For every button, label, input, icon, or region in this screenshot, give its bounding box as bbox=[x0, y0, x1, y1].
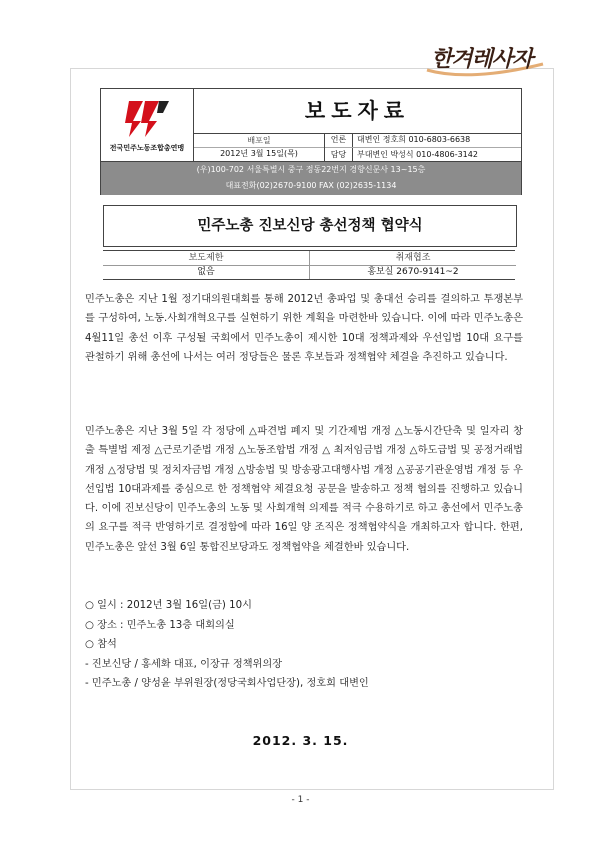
body-paragraph-2: 민주노총은 지난 3월 5일 각 정당에 △파견법 폐지 및 기간제법 개정 △노동시간단축 및 일자리 창출 특별법 제정 △근로기준법 개정 △노동조합법 개정 △ 최저임금법 개정 △하도급법 및 공정거래법 개정 △정당법 및 정치자금법 개정 △방송법 및 방송광고대행사법 개정 △공공기관운영법 개정 등 우선입법 10대과제를 중심으로 한 정책협약 체결요청 공문을 발송하고 정책 협의를 진행하고 있습니다. 이에 진보신당이 민주노총의 노동 및 사회개혁 의제를 적극 수용하기로 하고 총선에서 민주노총의 요구를 적극 반영하기로 결정함에 따라 16일 양 조직은 정책협약식을 개최하고자 합니다. 한편, 민주노총은 앞선 3월 6일 통합진보당과도 정책협약을 체결한바 있습니다. bbox=[85, 426, 523, 553]
coverage-value: 홍보실 2670-9141~2 bbox=[309, 265, 516, 279]
org-name: 전국민주노동조합총연맹 bbox=[109, 144, 185, 152]
org-logo-cell bbox=[101, 89, 194, 162]
contact-values bbox=[352, 133, 521, 161]
press-release-title: 보도자료 bbox=[194, 89, 521, 134]
event-details bbox=[85, 596, 525, 694]
detail-attendee-kctu: - 민주노총 / 양성윤 부위원장(정당국회사업단장), 정호희 대변인 bbox=[85, 678, 369, 689]
brush-logo bbox=[425, 40, 545, 80]
embargo-value: 없음 bbox=[197, 267, 215, 277]
address-line: (우)100-702 서울특별시 중구 정동22번지 경향신문사 13~15층 bbox=[196, 165, 426, 174]
brush-logo-text: 한겨레사자 bbox=[431, 46, 533, 72]
address-bar bbox=[101, 161, 521, 195]
detail-datetime: ○ 일시 : 2012년 3월 16일(금) 10시 bbox=[85, 600, 252, 611]
contact-label-charge: 담당 bbox=[330, 150, 347, 159]
phone-line: 대표전화(02)2670-9100 FAX (02)2635-1134 bbox=[225, 181, 397, 190]
signature-date: 2012. 3. 15. bbox=[252, 733, 349, 748]
press-release-header bbox=[100, 88, 522, 195]
body-paragraph-1: 민주노총은 지난 1월 정기대의원대회를 통해 2012년 총파업 및 총대선 승리를 결의하고 투쟁본부를 구성하여, 노동.사회개혁요구를 실현하기 위한 계획을 마련한바 있습니다. 이에 따라 민주노총은 4월11일 총선 이후 구성될 국회에서 민주노총이 제시한 10대 정책과제와 우선입법 10대 요구를 관철하기 위해 총선에 나서는 여러 정당들은 물론 후보들과 정책협약 체결을 추진하고 있습니다. bbox=[85, 294, 523, 363]
page-number: - 1 - bbox=[291, 795, 310, 805]
embargo-header: 보도제한 bbox=[103, 251, 309, 266]
contact-deputy-spokesperson: 부대변인 박성식 010-4806-3142 bbox=[357, 150, 478, 159]
contact-spokesperson: 대변인 정호희 010-6803-6638 bbox=[352, 133, 521, 148]
detail-location: ○ 장소 : 민주노총 13층 대회의실 bbox=[85, 619, 235, 631]
kctu-logo-icon bbox=[123, 97, 171, 139]
document-title: 민주노총 진보신당 총선정책 협약식 bbox=[103, 205, 517, 247]
release-date-label: 배포일 bbox=[194, 134, 324, 148]
detail-attendee-progressive-party: - 진보신당 / 홍세화 대표, 이장규 정책위의장 bbox=[85, 658, 283, 670]
embargo-table bbox=[103, 250, 515, 280]
detail-attendees-heading: ○ 참석 bbox=[85, 639, 117, 650]
release-date-value: 2012년 3월 15일(목) bbox=[220, 149, 298, 158]
contact-labels bbox=[324, 133, 353, 161]
contact-label-press: 언론 bbox=[325, 133, 352, 148]
coverage-header: 취재협조 bbox=[309, 251, 516, 266]
